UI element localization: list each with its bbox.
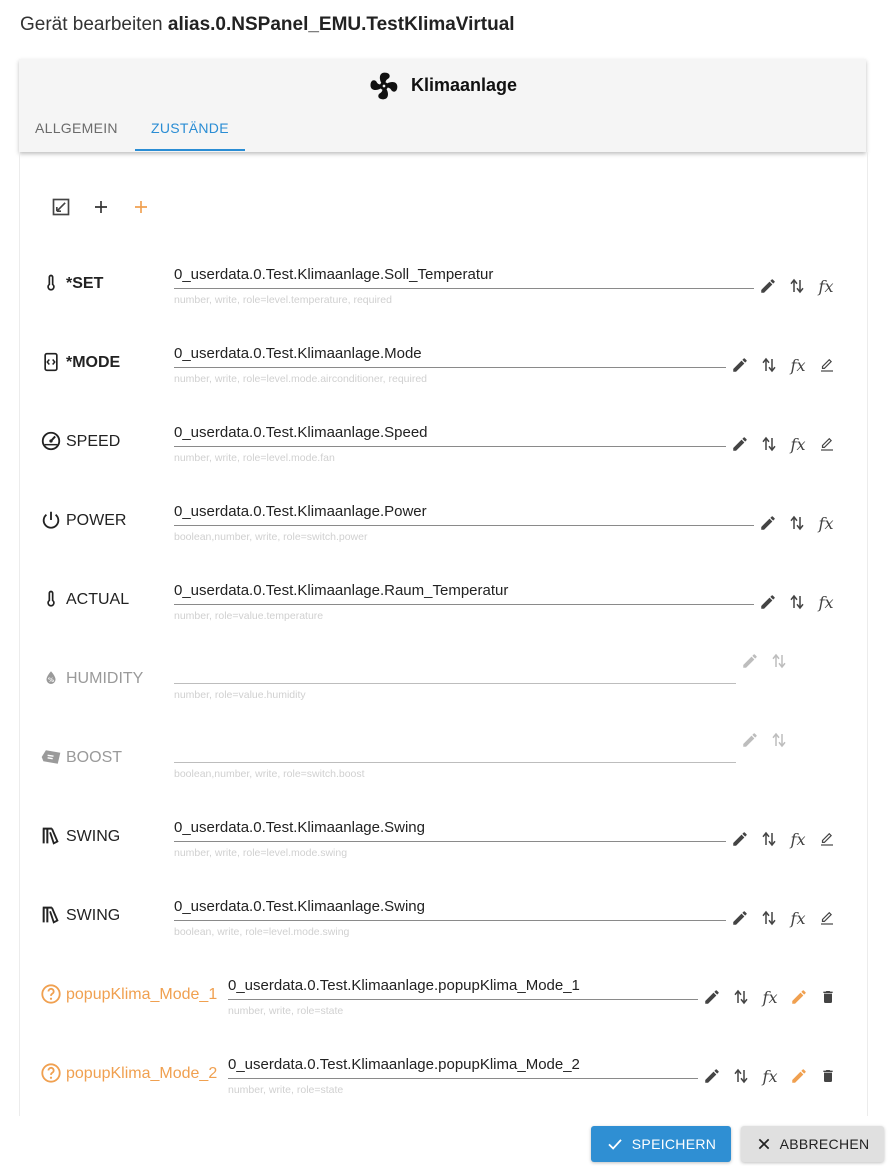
state-hint: boolean,number, write, role=switch.boost — [174, 768, 365, 780]
state-row — [0, 1048, 890, 1108]
state-object-input[interactable]: 0_userdata.0.Test.Klimaanlage.popupKlima_Mode_2 — [228, 1056, 698, 1079]
delete-state-button[interactable] — [818, 1066, 838, 1086]
state-name: HUMIDITY — [66, 670, 144, 687]
edit-icon — [731, 909, 749, 927]
pencil-outline-icon — [818, 909, 836, 927]
state-object-input[interactable]: 0_userdata.0.Test.Klimaanlage.Soll_Temperatur — [174, 266, 754, 289]
close-icon — [756, 1136, 772, 1152]
edit-button[interactable] — [702, 987, 722, 1007]
edit-name-button[interactable] — [817, 908, 837, 928]
svg-text:%: % — [47, 677, 55, 685]
swap-vertical-icon — [770, 651, 788, 671]
help-circle-icon — [40, 983, 62, 1005]
read-write-toggle[interactable] — [759, 829, 779, 849]
read-write-toggle[interactable] — [769, 730, 789, 750]
states-toolbar — [48, 196, 154, 218]
edit-button[interactable] — [730, 355, 750, 375]
thermometer-icon — [40, 272, 62, 294]
tab-general[interactable]: ALLGEMEIN — [35, 120, 118, 136]
state-name: popupKlima_Mode_2 — [66, 1065, 218, 1082]
function-button[interactable] — [816, 513, 836, 533]
edit-icon — [731, 435, 749, 453]
function-button[interactable] — [788, 434, 808, 454]
state-row — [0, 969, 890, 1029]
function-icon: fx — [818, 276, 834, 296]
edit-name-button[interactable] — [817, 829, 837, 849]
read-write-toggle[interactable] — [759, 434, 779, 454]
edit-button[interactable] — [740, 730, 760, 750]
dialog-title — [20, 14, 515, 36]
swap-vertical-icon — [732, 1066, 750, 1086]
read-write-toggle[interactable] — [769, 651, 789, 671]
function-button[interactable] — [816, 276, 836, 296]
state-row — [0, 574, 890, 634]
edit-button[interactable] — [730, 908, 750, 928]
delete-icon — [820, 988, 836, 1006]
function-icon: fx — [790, 829, 806, 849]
edit-button[interactable] — [702, 1066, 722, 1086]
edit-button[interactable] — [758, 276, 778, 296]
speedometer-icon — [40, 430, 62, 452]
state-object-input[interactable] — [174, 661, 736, 684]
edit-icon — [731, 830, 749, 848]
cancel-button[interactable] — [741, 1126, 884, 1162]
edit-icon — [741, 652, 759, 670]
read-write-toggle[interactable] — [759, 908, 779, 928]
save-button[interactable] — [591, 1126, 731, 1162]
state-name: SWING — [66, 828, 121, 845]
edit-icon — [759, 514, 777, 532]
edit-button[interactable] — [758, 513, 778, 533]
read-write-toggle[interactable] — [787, 513, 807, 533]
device-name-label: Klimaanlage — [410, 74, 518, 95]
power-icon — [40, 509, 62, 531]
function-button[interactable] — [816, 592, 836, 612]
swap-vertical-icon — [760, 434, 778, 454]
state-row — [0, 337, 890, 397]
state-object-input[interactable]: 0_userdata.0.Test.Klimaanlage.Raum_Temperatur — [174, 582, 754, 605]
state-row — [0, 890, 890, 950]
function-button[interactable] — [788, 355, 808, 375]
pencil-orange-icon — [790, 1067, 808, 1085]
swap-vertical-icon — [732, 987, 750, 1007]
active-tab-indicator — [135, 149, 245, 151]
mode-icon — [40, 351, 62, 373]
swing-icon — [40, 825, 62, 847]
pencil-outline-icon — [818, 830, 836, 848]
state-name: SWING — [66, 907, 121, 924]
edit-button[interactable] — [730, 434, 750, 454]
edit-name-button[interactable] — [817, 434, 837, 454]
state-name: popupKlima_Mode_1 — [66, 986, 218, 1003]
state-hint: number, role=value.humidity — [174, 689, 306, 701]
edit-icon — [703, 988, 721, 1006]
edit-button[interactable] — [758, 592, 778, 612]
function-button[interactable] — [760, 987, 780, 1007]
plus-orange-icon — [132, 198, 150, 216]
swap-vertical-icon — [760, 829, 778, 849]
read-write-toggle[interactable] — [759, 355, 779, 375]
thermometer-icon — [40, 588, 62, 610]
fan-icon — [368, 70, 400, 102]
check-icon — [606, 1135, 624, 1153]
read-write-toggle[interactable] — [787, 592, 807, 612]
expand-button[interactable] — [48, 196, 74, 218]
state-name: ACTUAL — [66, 591, 130, 608]
state-name: *MODE — [66, 354, 121, 371]
read-write-toggle[interactable] — [787, 276, 807, 296]
state-row — [0, 495, 890, 555]
edit-icon — [731, 356, 749, 374]
dialog-title-prefix: Gerät bearbeiten — [20, 14, 163, 35]
function-icon: fx — [790, 908, 806, 928]
delete-icon — [820, 1067, 836, 1085]
dialog-footer — [0, 1116, 890, 1166]
state-row — [0, 258, 890, 318]
state-name: POWER — [66, 512, 127, 529]
edit-button[interactable] — [740, 651, 760, 671]
state-name: BOOST — [66, 749, 123, 766]
state-hint: number, write, role=state — [228, 1005, 344, 1017]
delete-state-button[interactable] — [818, 987, 838, 1007]
state-row — [0, 653, 890, 713]
swap-vertical-icon — [760, 355, 778, 375]
pencil-outline-icon — [818, 435, 836, 453]
expand-icon — [51, 197, 71, 217]
state-object-input[interactable]: 0_userdata.0.Test.Klimaanlage.Swing — [174, 819, 726, 842]
state-hint: boolean, write, role=level.mode.swing — [174, 926, 350, 938]
state-row — [0, 416, 890, 476]
humidity-icon — [40, 667, 62, 689]
state-object-input[interactable]: 0_userdata.0.Test.Klimaanlage.Speed — [174, 424, 726, 447]
add-state-button[interactable] — [88, 196, 114, 218]
read-write-toggle[interactable] — [731, 1066, 751, 1086]
function-icon: fx — [818, 592, 834, 612]
state-object-input[interactable]: 0_userdata.0.Test.Klimaanlage.Power — [174, 503, 754, 526]
state-object-input[interactable] — [174, 740, 736, 763]
edit-name-button[interactable] — [817, 355, 837, 375]
swap-vertical-icon — [788, 513, 806, 533]
state-hint: boolean,number, write, role=switch.power — [174, 531, 368, 543]
state-hint: number, role=value.temperature — [174, 610, 324, 622]
edit-icon — [703, 1067, 721, 1085]
function-icon: fx — [790, 434, 806, 454]
edit-button[interactable] — [730, 829, 750, 849]
help-circle-icon — [40, 1062, 62, 1084]
state-hint: number, write, role=level.mode.airconditioner, required — [174, 373, 428, 385]
swing-icon — [40, 904, 62, 926]
edit-icon — [741, 731, 759, 749]
function-button[interactable] — [788, 829, 808, 849]
function-icon: fx — [762, 1066, 778, 1086]
edit-icon — [759, 277, 777, 295]
function-icon: fx — [762, 987, 778, 1007]
device-name — [19, 70, 866, 102]
state-name: SPEED — [66, 433, 121, 450]
cancel-label: ABBRECHEN — [779, 1136, 870, 1152]
tab-states[interactable]: ZUSTÄNDE — [151, 120, 229, 136]
read-write-toggle[interactable] — [731, 987, 751, 1007]
edit-custom-button[interactable] — [789, 1066, 809, 1086]
state-hint: number, write, role=state — [228, 1084, 344, 1096]
function-button[interactable] — [788, 908, 808, 928]
function-icon: fx — [790, 355, 806, 375]
state-row — [0, 811, 890, 871]
pencil-orange-icon — [790, 988, 808, 1006]
plus-icon — [92, 198, 110, 216]
dialog-device-id: alias.0.NSPanel_EMU.TestKlimaVirtual — [167, 14, 515, 35]
add-custom-state-button[interactable] — [128, 196, 154, 218]
state-object-input[interactable]: 0_userdata.0.Test.Klimaanlage.popupKlima_Mode_1 — [228, 977, 698, 1000]
state-object-input[interactable]: 0_userdata.0.Test.Klimaanlage.Mode — [174, 345, 726, 368]
swap-vertical-icon — [788, 592, 806, 612]
state-row — [0, 732, 890, 792]
swap-vertical-icon — [760, 908, 778, 928]
function-button[interactable] — [760, 1066, 780, 1086]
pencil-outline-icon — [818, 356, 836, 374]
save-label: SPEICHERN — [631, 1136, 717, 1152]
swap-vertical-icon — [788, 276, 806, 296]
state-object-input[interactable]: 0_userdata.0.Test.Klimaanlage.Swing — [174, 898, 726, 921]
function-icon: fx — [818, 513, 834, 533]
state-hint: number, write, role=level.mode.swing — [174, 847, 348, 859]
state-hint: number, write, role=level.mode.fan — [174, 452, 335, 464]
edit-custom-button[interactable] — [789, 987, 809, 1007]
edit-icon — [759, 593, 777, 611]
swap-vertical-icon — [770, 730, 788, 750]
device-header — [19, 59, 866, 152]
state-hint: number, write, role=level.temperature, required — [174, 294, 392, 306]
state-name: *SET — [66, 275, 104, 292]
boost-icon — [40, 746, 62, 768]
